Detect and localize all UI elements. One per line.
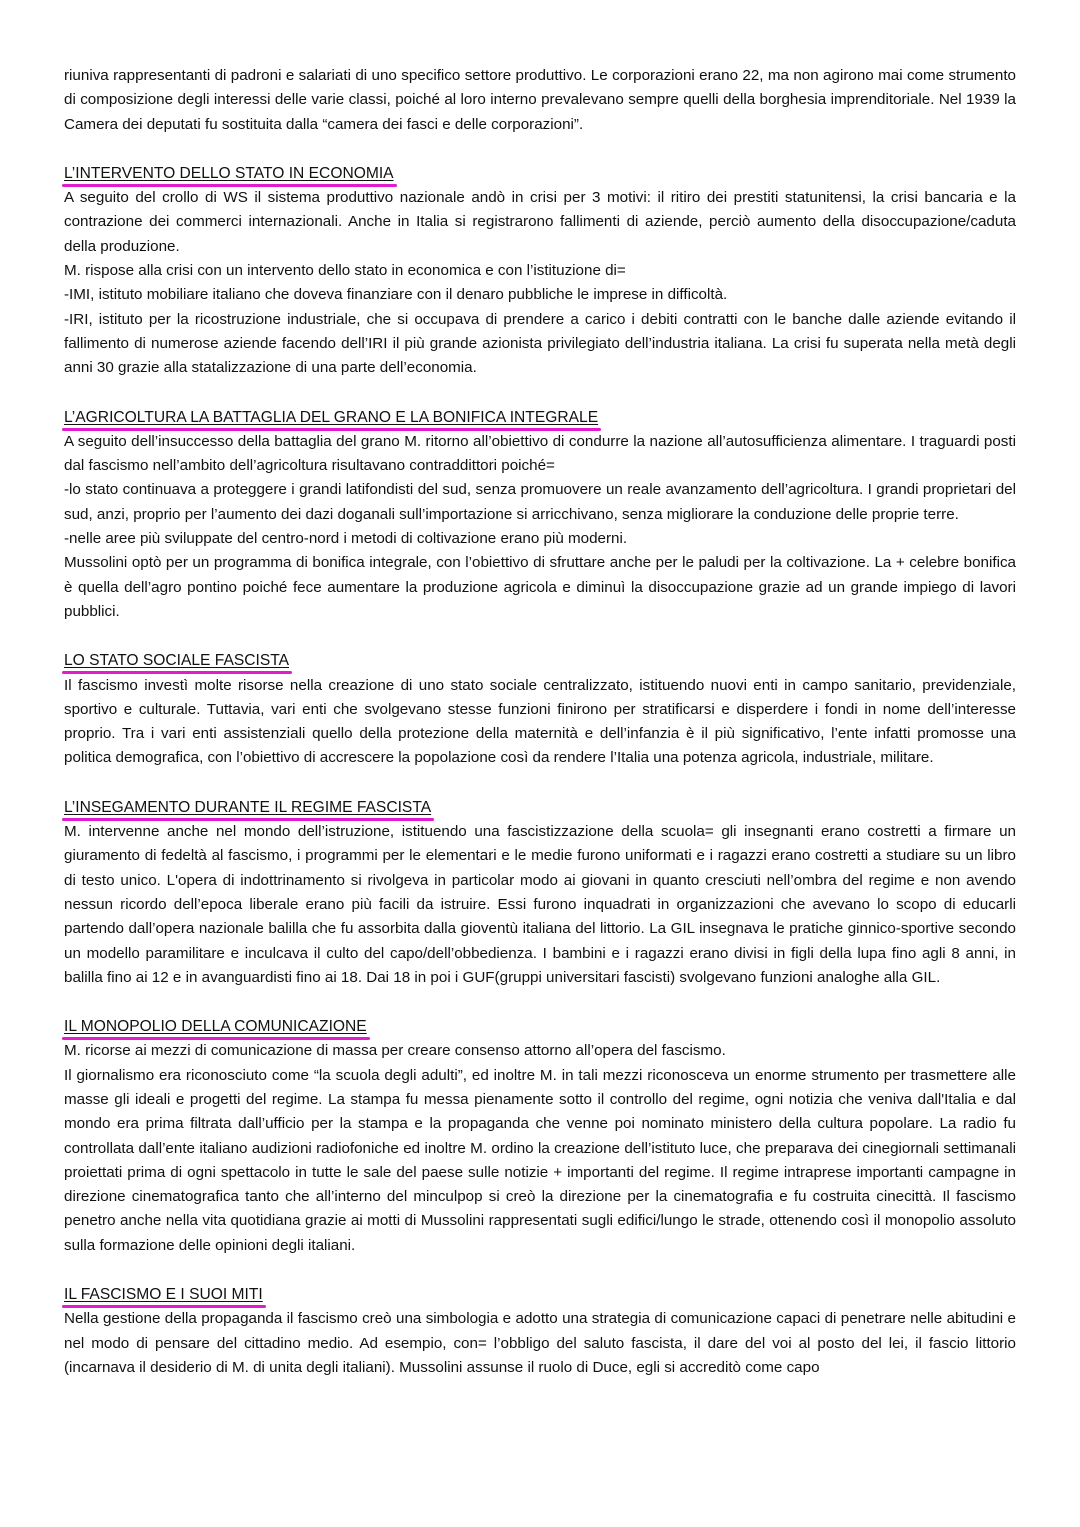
section-body: A seguito dell’insuccesso della battaglia del grano M. ritorno all’obiettivo di condurre la nazione all’autosufficienza alimentare. I traguardi posti dal fascismo nell’ambito dell’agricoltura risultavano contraddittori poiché= -lo stato continuava a proteggere i grandi latifondisti del sud, senza promuovere un reale avanzamento dell’agricoltura. I grandi proprietari del sud, anzi, proprio per l’aumento dei dazi doganali sull’importazione si arricchivano, senza migliorare la conduzione delle proprie terre. -nelle aree più sviluppate del centro-nord i metodi di coltivazione erano più moderni. Mussolini optò per un programma di bonifica integrale, con l’obiettivo di sfruttare anche per le paludi per la coltivazione. La + celebre bonifica è quella dell’agro pontino poiché fece aumentare la produzione agricola e diminuì la disoccupazione grazie ad un grande impiego di lavori pubblici. (64, 432, 1016, 620)
heading-highlight-underline (62, 184, 397, 187)
section-body: A seguito del crollo di WS il sistema produttivo nazionale andò in crisi per 3 motivi: il ritiro dei prestiti statunitensi, la crisi bancaria e la contrazione dei commerci internazionali. Anche in Italia si registrarono fallimenti di aziende, perciò aumento della disoccupazione/caduta della produzione. M. rispose alla crisi con un intervento dello stato in economica e con l’istituzione di= -IMI, istituto mobiliare italiano che doveva finanziare con il denaro pubbliche le imprese in difficoltà. -IRI, istituto per la ricostruzione industriale, che si occupava di prendere a carico i debiti contratti con le banche dalle aziende evitando il fallimento di numerose aziende facendo dell’IRI il più grande azionista privilegiato dell’industria italiana. La crisi fu superata nella metà degli anni 30 grazie alla statalizzazione di una parte dell’economia. (64, 189, 1016, 377)
section-body: Nella gestione della propaganda il fascismo creò una simbologia e adotto una strategia di comunicazione capaci di penetrare nelle abitudini e nel modo di pensare del cittadino medio. Ad esempio, con= l’obbligo del saluto fascista, il dare del voi al posto del lei, il fascio littorio (incarnava il desiderio di M. di unita degli italiani). Mussolini assunse il ruolo di Duce, egli si accreditò come capo (64, 1310, 1016, 1376)
section-heading: L’INTERVENTO DELLO STATO IN ECONOMIA (64, 162, 394, 185)
section-monopolio-comunicazione (64, 1015, 1016, 1258)
section-agricoltura (64, 406, 1016, 625)
section-insegnamento (64, 796, 1016, 990)
section-body: Il fascismo investì molte risorse nella creazione di uno stato sociale centralizzato, istituendo nuovi enti in campo sanitario, previdenziale, sportivo e culturale. Tuttavia, vari enti che svolgevano stesse funzioni finirono per stratificarsi e disperdere i fondi in nome dell’interesse proprio. Tra i vari enti assistenziali quello della protezione della maternità e dell’infanzia è il più significativo, l’ente infatti promosse una politica demografica, con l’obiettivo di accrescere la popolazione così da rendere l’Italia una potenza agricola, industriale, militare. (64, 676, 1016, 767)
section-heading: LO STATO SOCIALE FASCISTA (64, 649, 289, 672)
heading-highlight-underline (62, 818, 434, 821)
intro-paragraph: riuniva rappresentanti di padroni e salariati di uno specifico settore produttivo. Le corporazioni erano 22, ma non agirono mai come strumento di composizione degli interessi delle varie classi, poiché al loro interno prevalevano sempre quelli della borghesia imprenditoriale. Nel 1939 la Camera dei deputati fu sostituita dalla “camera dei fasci e delle corporazioni”. (64, 67, 1016, 133)
section-intervento-stato (64, 162, 1016, 381)
section-body: M. ricorse ai mezzi di comunicazione di massa per creare consenso attorno all’opera del fascismo. Il giornalismo era riconosciuto come “la scuola degli adulti”, ed inoltre M. in tali mezzi riconosceva un enorme strumento per trasmettere alle masse gli ideali e progetti del regime. La stampa fu messa pienamente sotto il controllo del regime, ogni notizia che veniva dall'Italia e dal mondo era prima filtrata dall’ufficio per la stampa e la propaganda che venne poi nominato ministero della cultura popolare. La radio fu controllata dall’ente italiano audizioni radiofoniche ed inoltre M. ordino la creazione dell’istituto luce, che preparava dei cinegiornali settimanali proiettati prima di ogni spettacolo in tutte le sale del paese sulle notizie + importanti del regime. Il regime intraprese importanti campagne in direzione cinematografica tanto che all’interno del minculpop si creò la direzione per la cinematografia e fu costruita cinecittà. Il fascismo penetro anche nella vita quotidiana grazie ai motti di Mussolini rappresentati sugli edifici/lungo le strade, ottenendo così il monopolio assoluto sulla formazione delle opinioni degli italiani. (64, 1042, 1016, 1254)
heading-highlight-underline (62, 1305, 266, 1308)
section-heading: L’INSEGAMENTO DURANTE IL REGIME FASCISTA (64, 796, 431, 819)
document-page (64, 64, 1016, 1380)
section-fascismo-miti (64, 1283, 1016, 1380)
heading-highlight-underline (62, 671, 292, 674)
section-heading: IL MONOPOLIO DELLA COMUNICAZIONE (64, 1015, 367, 1038)
heading-highlight-underline (62, 428, 601, 431)
section-stato-sociale (64, 649, 1016, 770)
section-body: M. intervenne anche nel mondo dell’istruzione, istituendo una fascistizzazione della scuola= gli insegnanti erano costretti a firmare un giuramento di fedeltà al fascismo, i programmi per le elementari e le medie furono uniformati e i ragazzi erano costretti a studiare su un libro di testo unico. L'opera di indottrinamento si rivolgeva in particolar modo ai giovani in quanto cresciuti nell’ombra del regime e non avendo nessun ricordo dell’epoca liberale erano più facili da istruire. Essi furono inquadrati in organizzazioni che avevano lo scopo di educarli partendo dall’opera nazionale balilla che fu assorbita dalla gioventù italiana del littorio. La GIL insegnava le pratiche ginnico-sportive secondo un modello paramilitare e inculcava il culto del capo/dell’obbedienza. I bambini e i ragazzi erano divisi in figli della lupa fino agli 8 anni, in balilla fino ai 12 e in avanguardisti fino ai 18. Dai 18 in poi i GUF(gruppi universitari fascisti) svolgevano funzioni analoghe alla GIL. (64, 823, 1016, 986)
heading-highlight-underline (62, 1037, 370, 1040)
section-heading: L’AGRICOLTURA LA BATTAGLIA DEL GRANO E LA BONIFICA INTEGRALE (64, 406, 598, 429)
section-heading: IL FASCISMO E I SUOI MITI (64, 1283, 263, 1306)
